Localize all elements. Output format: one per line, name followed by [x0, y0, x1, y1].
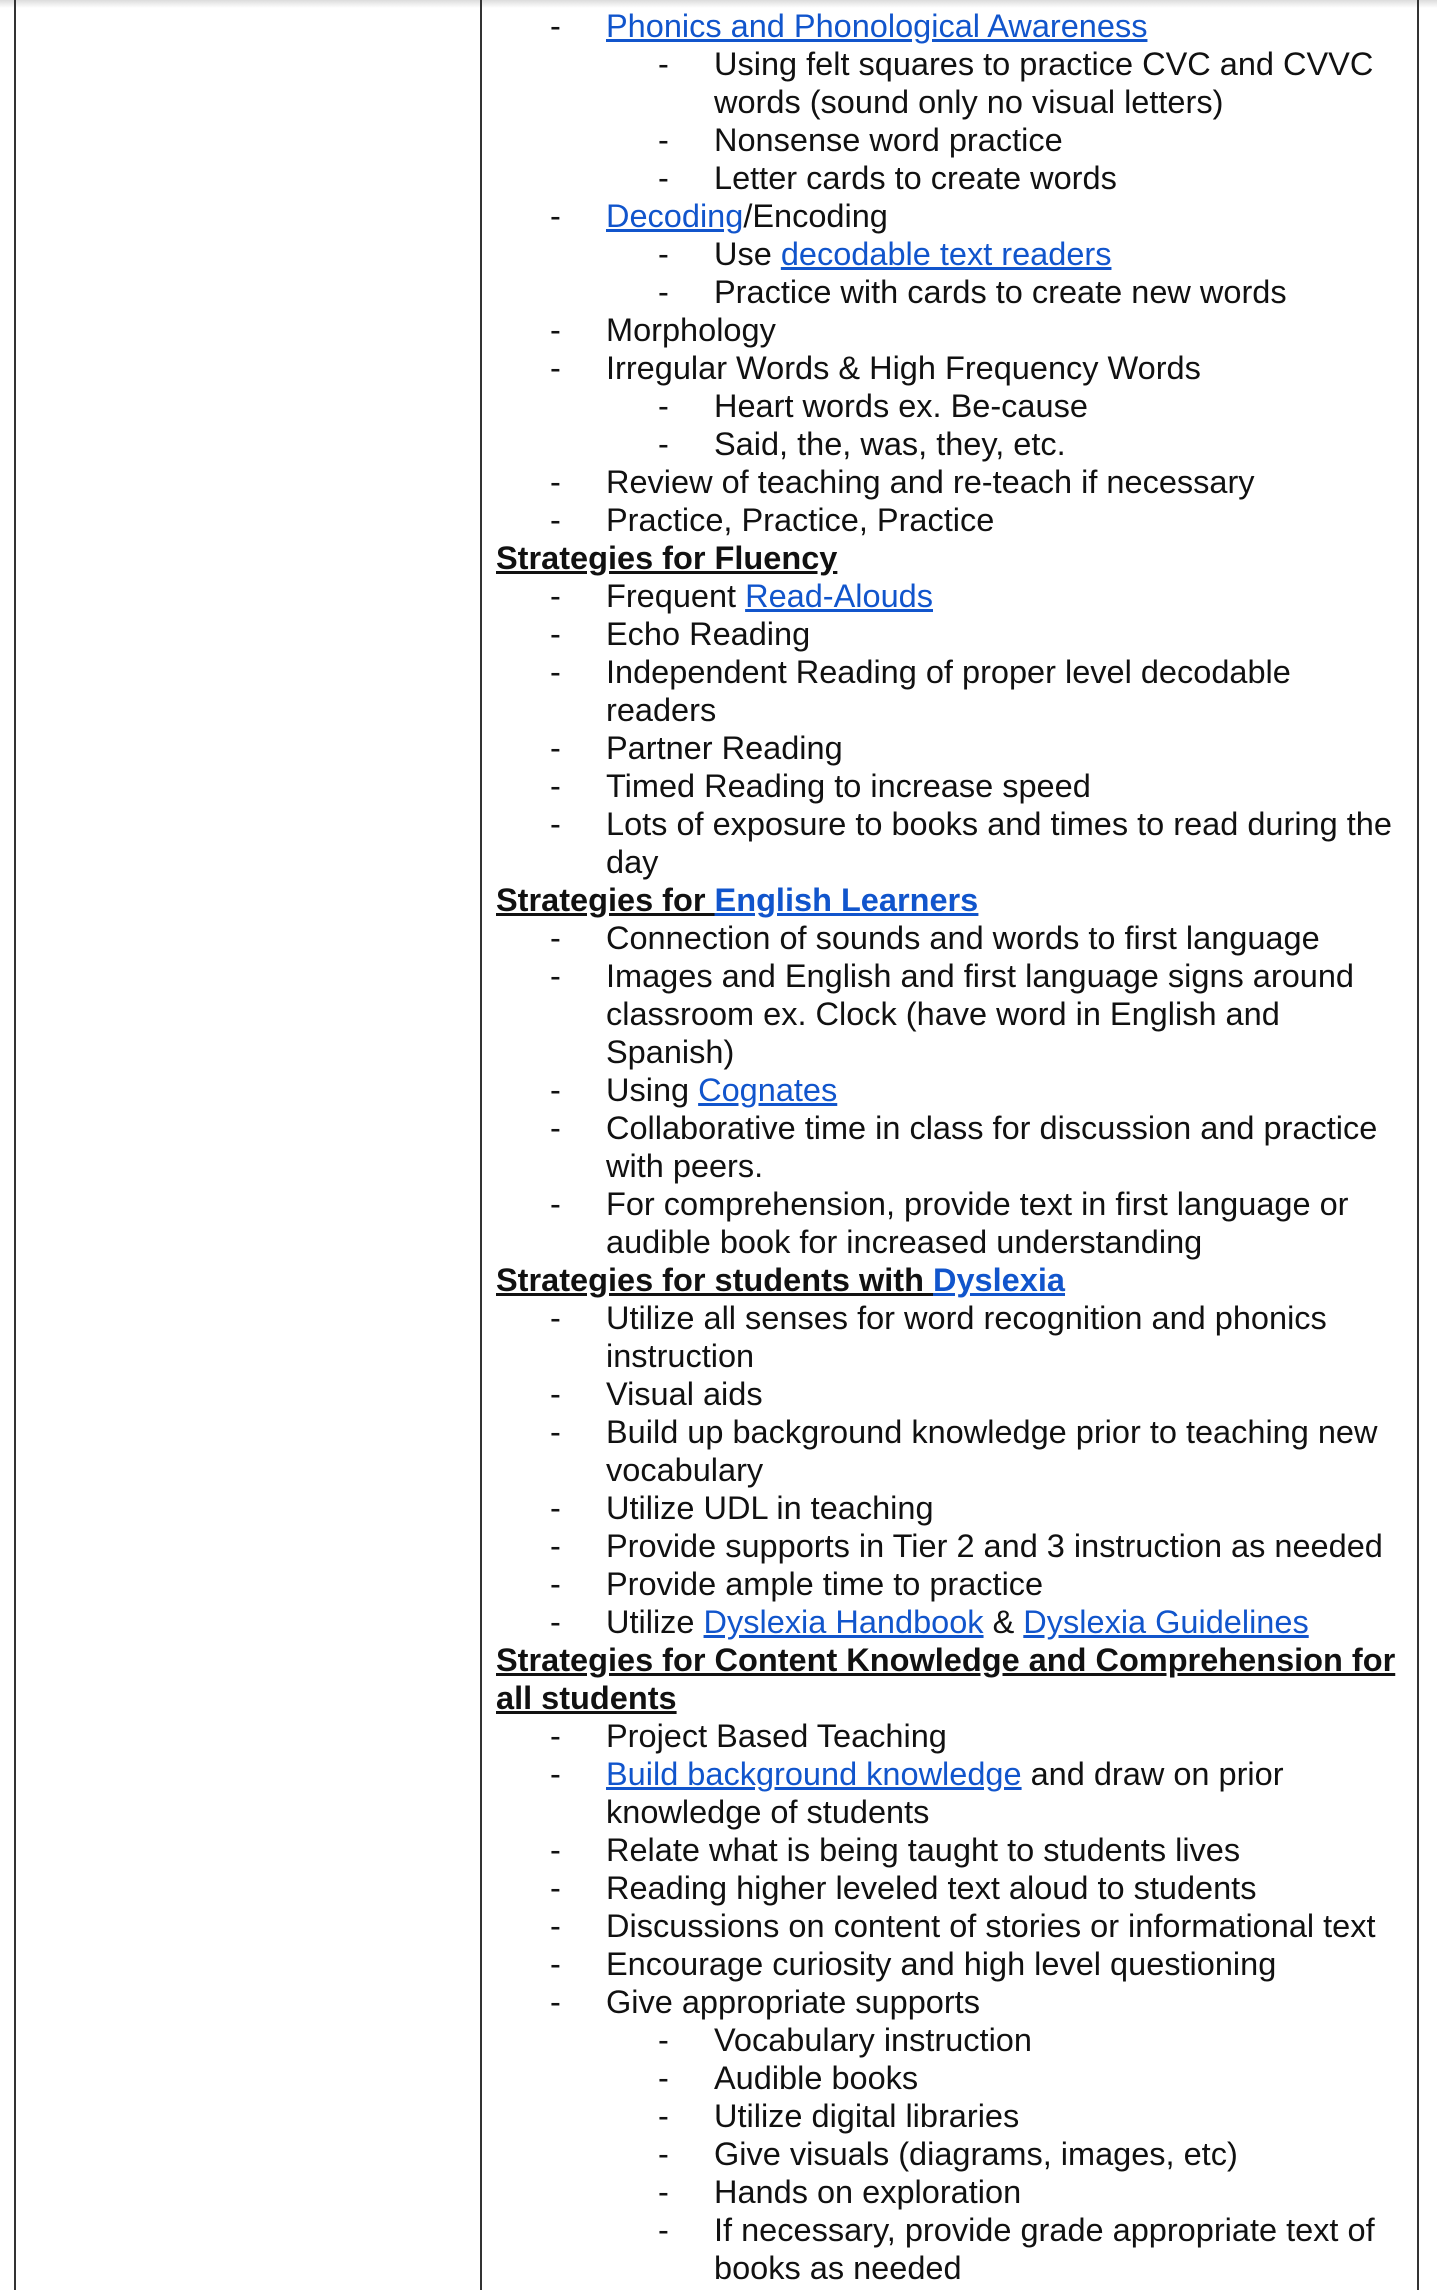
link[interactable]: Read-Alouds: [745, 578, 933, 614]
text: Said, the, was, they, etc.: [714, 426, 1066, 462]
list-item: [496, 273, 1401, 311]
link[interactable]: decodable text readers: [780, 236, 1112, 272]
list-item: [496, 387, 1401, 425]
bullet-dash: -: [550, 654, 561, 690]
bullet-dash: -: [658, 388, 669, 424]
bullet-dash: -: [550, 1110, 561, 1146]
bullet-dash: -: [550, 578, 561, 614]
list-item: [496, 577, 1401, 615]
text: Partner Reading: [606, 730, 843, 766]
section-heading: [496, 539, 1401, 577]
list-item: [496, 2021, 1401, 2059]
list-item: [496, 653, 1401, 729]
bullet-dash: -: [550, 1566, 561, 1602]
bullet-dash: -: [550, 1376, 561, 1412]
link[interactable]: English Learners: [714, 882, 979, 918]
table-column-divider: [480, 0, 482, 2290]
text: Audible books: [714, 2060, 919, 2096]
list-item: [496, 1755, 1401, 1831]
bullet-dash: -: [550, 1072, 561, 1108]
list-item: [496, 1983, 1401, 2021]
bullet-dash: -: [658, 46, 669, 82]
list-item: [496, 1831, 1401, 1869]
text: Utilize all senses for word recognition and phonics instruction: [606, 1300, 1327, 1374]
bullet-dash: -: [550, 312, 561, 348]
text: Hands on exploration: [714, 2174, 1022, 2210]
list-item: [496, 311, 1401, 349]
text: Utilize UDL in teaching: [606, 1490, 934, 1526]
list-item: [496, 2135, 1401, 2173]
bullet-dash: -: [550, 1832, 561, 1868]
bullet-dash: -: [658, 426, 669, 462]
bullet-dash: -: [550, 616, 561, 652]
list-item: [496, 957, 1401, 1071]
bullet-dash: -: [550, 350, 561, 386]
table-border-left: [14, 0, 16, 2290]
link[interactable]: Dyslexia: [933, 1262, 1065, 1298]
text: Discussions on content of stories or informational text: [606, 1908, 1376, 1944]
list-item: [496, 767, 1401, 805]
bullet-dash: -: [550, 1528, 561, 1564]
bullet-dash: -: [550, 1946, 561, 1982]
text: Images and English and first language signs around classroom ex. Clock (have word in English and Spanish): [606, 958, 1354, 1070]
text: Utilize digital libraries: [714, 2098, 1020, 2134]
bullet-dash: -: [658, 2098, 669, 2134]
bullet-dash: -: [550, 1414, 561, 1450]
text: /Encoding: [743, 198, 888, 234]
list-item: [496, 235, 1401, 273]
link[interactable]: Cognates: [698, 1072, 838, 1108]
list-item: [496, 1185, 1401, 1261]
list-item: [496, 159, 1401, 197]
text: Morphology: [606, 312, 776, 348]
text: Relate what is being taught to students lives: [606, 1832, 1241, 1868]
text: Collaborative time in class for discussion and practice with peers.: [606, 1110, 1378, 1184]
text: &: [983, 1604, 1024, 1640]
bullet-dash: -: [658, 2136, 669, 2172]
text: Vocabulary instruction: [714, 2022, 1032, 2058]
list-item: [496, 2211, 1401, 2287]
text: Reading higher leveled text aloud to students: [606, 1870, 1257, 1906]
bullet-dash: -: [550, 730, 561, 766]
section-heading: [496, 1641, 1401, 1717]
bullet-dash: -: [658, 2060, 669, 2096]
bullet-dash: -: [550, 1870, 561, 1906]
list-item: [496, 2173, 1401, 2211]
text: Irregular Words & High Frequency Words: [606, 350, 1201, 386]
text: Connection of sounds and words to first language: [606, 920, 1320, 956]
section-heading: [496, 1261, 1401, 1299]
text: Visual aids: [606, 1376, 763, 1412]
text: Heart words ex. Be-cause: [714, 388, 1088, 424]
table-border-right: [1417, 0, 1419, 2290]
bullet-dash: -: [550, 1490, 561, 1526]
strategies-cell: [496, 7, 1401, 2287]
bullet-dash: -: [550, 464, 561, 500]
text: Use: [714, 236, 781, 272]
list-item: [496, 501, 1401, 539]
bullet-dash: -: [658, 274, 669, 310]
list-item: [496, 1603, 1401, 1641]
bullet-dash: -: [658, 2022, 669, 2058]
text: Strategies for students with: [496, 1262, 934, 1298]
list-item: [496, 1565, 1401, 1603]
bullet-dash: -: [658, 236, 669, 272]
bullet-dash: -: [658, 2174, 669, 2210]
text: Practice with cards to create new words: [714, 274, 1287, 310]
list-item: [496, 615, 1401, 653]
text: Give appropriate supports: [606, 1984, 980, 2020]
text: Practice, Practice, Practice: [606, 502, 995, 538]
list-item: [496, 425, 1401, 463]
bullet-dash: -: [658, 122, 669, 158]
list-item: [496, 1375, 1401, 1413]
bullet-dash: -: [550, 1604, 561, 1640]
list-item: [496, 1945, 1401, 1983]
bullet-dash: -: [550, 8, 561, 44]
list-item: [496, 2097, 1401, 2135]
link[interactable]: Phonics and Phonological Awareness: [606, 8, 1148, 44]
list-item: [496, 463, 1401, 501]
text: Nonsense word practice: [714, 122, 1063, 158]
text: Lots of exposure to books and times to read during the day: [606, 806, 1392, 880]
list-item: [496, 2059, 1401, 2097]
bullet-dash: -: [658, 160, 669, 196]
text: Project Based Teaching: [606, 1718, 947, 1754]
list-item: [496, 919, 1401, 957]
list-item: [496, 1413, 1401, 1489]
bullet-dash: -: [550, 920, 561, 956]
text: Independent Reading of proper level decodable readers: [606, 654, 1291, 728]
list-item: [496, 1109, 1401, 1185]
text: Strategies for: [496, 882, 715, 918]
list-item: [496, 45, 1401, 121]
text: Give visuals (diagrams, images, etc): [714, 2136, 1238, 2172]
link[interactable]: Build background knowledge: [606, 1756, 1022, 1792]
list-item: [496, 1299, 1401, 1375]
list-item: [496, 805, 1401, 881]
text: Provide ample time to practice: [606, 1566, 1044, 1602]
bullet-dash: -: [658, 2212, 669, 2248]
bullet-dash: -: [550, 1984, 561, 2020]
bullet-dash: -: [550, 958, 561, 994]
text: Echo Reading: [606, 616, 811, 652]
list-item: [496, 1489, 1401, 1527]
text: Letter cards to create words: [714, 160, 1117, 196]
link[interactable]: Dyslexia Guidelines: [1023, 1604, 1309, 1640]
list-item: [496, 1907, 1401, 1945]
list-item: [496, 1071, 1401, 1109]
list-item: [496, 729, 1401, 767]
text: Frequent: [606, 578, 746, 614]
list-item: [496, 349, 1401, 387]
text: Strategies for Fluency: [496, 540, 838, 576]
link[interactable]: Dyslexia Handbook: [703, 1604, 984, 1640]
bullet-dash: -: [550, 1908, 561, 1944]
text: Strategies for Content Knowledge and Comprehension for all students: [496, 1642, 1396, 1716]
text: If necessary, provide grade appropriate text of books as needed: [714, 2212, 1375, 2286]
list-item: [496, 7, 1401, 45]
bullet-dash: -: [550, 502, 561, 538]
text: Provide supports in Tier 2 and 3 instruction as needed: [606, 1528, 1383, 1564]
text: Utilize: [606, 1604, 704, 1640]
bullet-dash: -: [550, 1718, 561, 1754]
text: For comprehension, provide text in first language or audible book for increased understanding: [606, 1186, 1349, 1260]
bullet-dash: -: [550, 768, 561, 804]
text: Using: [606, 1072, 699, 1108]
bullet-dash: -: [550, 1186, 561, 1222]
bullet-dash: -: [550, 1756, 561, 1792]
bullet-dash: -: [550, 198, 561, 234]
list-item: [496, 197, 1401, 235]
text: Encourage curiosity and high level questioning: [606, 1946, 1277, 1982]
text: and draw on prior knowledge of students: [606, 1756, 1284, 1830]
list-item: [496, 1717, 1401, 1755]
section-heading: [496, 881, 1401, 919]
bullet-dash: -: [550, 1300, 561, 1336]
list-item: [496, 1527, 1401, 1565]
text: Build up background knowledge prior to teaching new vocabulary: [606, 1414, 1378, 1488]
text: Timed Reading to increase speed: [606, 768, 1091, 804]
list-item: [496, 1869, 1401, 1907]
text: Review of teaching and re-teach if necessary: [606, 464, 1255, 500]
text: Using felt squares to practice CVC and CVVC words (sound only no visual letters): [714, 46, 1374, 120]
link[interactable]: Decoding: [606, 198, 744, 234]
list-item: [496, 121, 1401, 159]
bullet-dash: -: [550, 806, 561, 842]
